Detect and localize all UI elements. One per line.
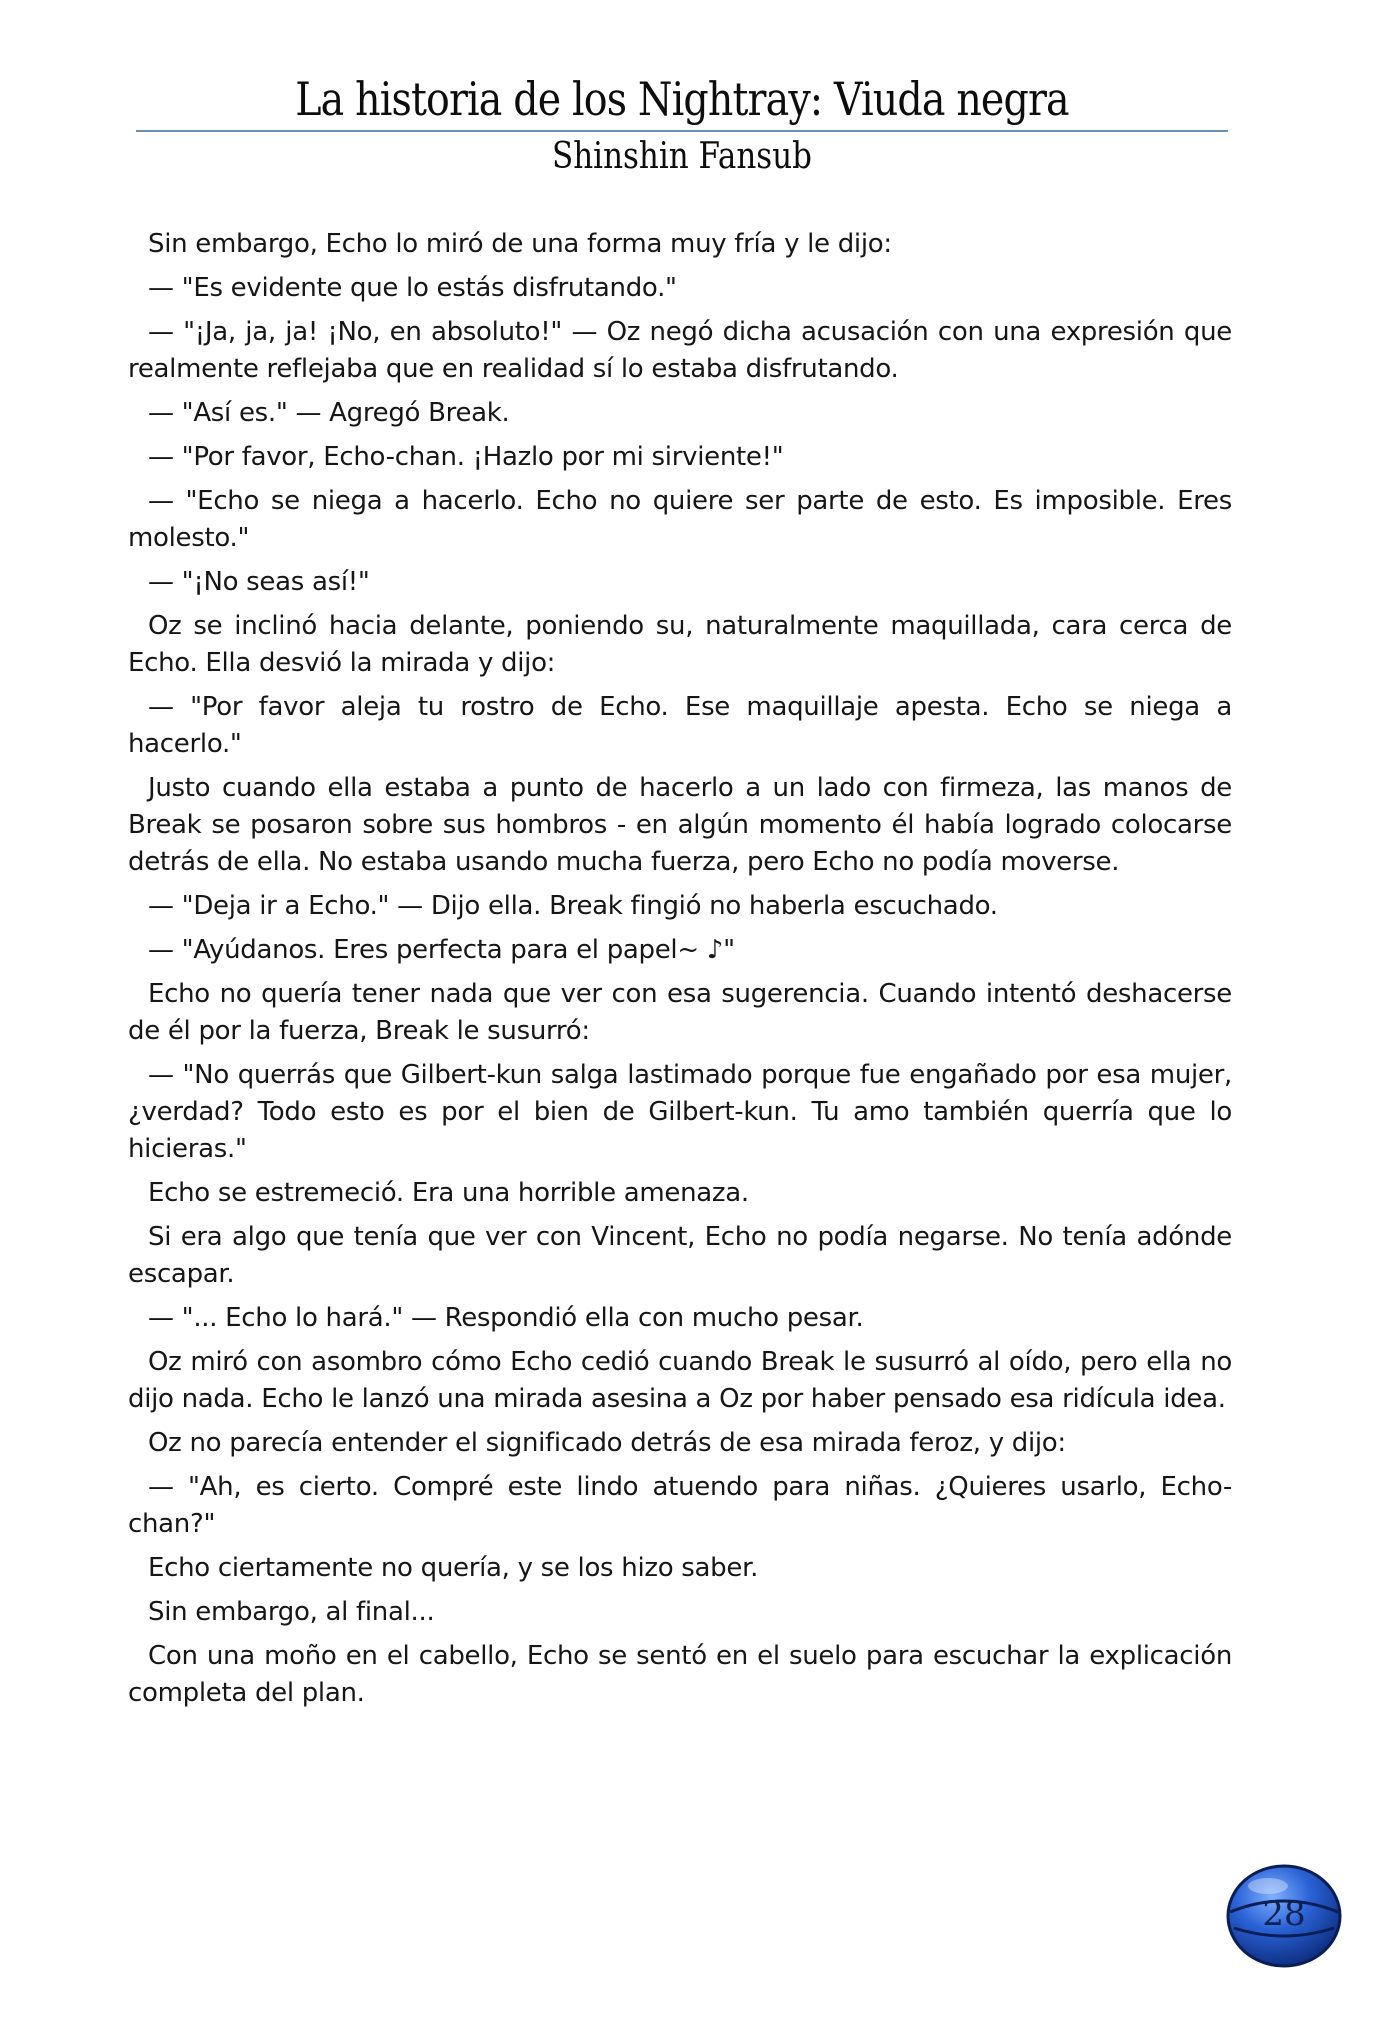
paragraph: Oz no parecía entender el significado detrás de esa mirada feroz, y dijo: <box>148 1428 1066 1458</box>
paragraph: — "¡No seas así!" <box>148 567 370 597</box>
paragraph: Con una moño en el cabello, Echo se sentó en el suelo para escuchar la explicación completa del plan. <box>128 1641 1232 1708</box>
paragraph: — "No querrás que Gilbert-kun salga lastimado porque fue engañado por esa mujer, ¿verdad? Todo esto es por el bien de Gilbert-kun. Tu amo también querría que lo hicieras." <box>128 1060 1232 1164</box>
paragraph: — "Por favor, Echo-chan. ¡Hazlo por mi sirviente!" <box>148 442 784 472</box>
paragraph: Sin embargo, Echo lo miró de una forma muy fría y le dijo: <box>148 229 892 259</box>
paragraph: Echo ciertamente no quería, y se los hizo saber. <box>148 1553 759 1583</box>
paragraph: Oz miró con asombro cómo Echo cedió cuando Break le susurró al oído, pero ella no dijo nada. Echo le lanzó una mirada asesina a Oz por haber pensado esa ridícula idea. <box>128 1347 1232 1414</box>
page-header <box>136 70 1228 182</box>
paragraph: — "Es evidente que lo estás disfrutando." <box>148 273 677 303</box>
paragraph: Echo no quería tener nada que ver con esa sugerencia. Cuando intentó deshacerse de él por la fuerza, Break le susurró: <box>128 979 1232 1046</box>
paragraph: — "... Echo lo hará." — Respondió ella con mucho pesar. <box>148 1303 864 1333</box>
paragraph: Echo se estremeció. Era una horrible amenaza. <box>148 1178 749 1208</box>
paragraph: Justo cuando ella estaba a punto de hacerlo a un lado con firmeza, las manos de Break se posaron sobre sus hombros - en algún momento él había logrado colocarse detrás de ella. No estaba usando mucha fuerza, pero Echo no podía moverse. <box>128 773 1232 877</box>
page-number-badge <box>1224 1860 1344 1970</box>
paragraph: Si era algo que tenía que ver con Vincent, Echo no podía negarse. No tenía adónde escapar. <box>128 1222 1232 1289</box>
paragraph: — "Así es." — Agregó Break. <box>148 398 510 428</box>
paragraph: — "Ayúdanos. Eres perfecta para el papel~ ♪" <box>148 935 735 965</box>
paragraph: — "Echo se niega a hacerlo. Echo no quiere ser parte de esto. Es imposible. Eres molesto." <box>128 486 1232 553</box>
paragraph: — "Por favor aleja tu rostro de Echo. Ese maquillaje apesta. Echo se niega a hacerlo." <box>128 692 1232 759</box>
paragraph: Sin embargo, al final... <box>148 1597 435 1627</box>
paragraph: — "Ah, es cierto. Compré este lindo atuendo para niñas. ¿Quieres usarlo, Echo-chan?" <box>128 1472 1232 1539</box>
page-number: 28 <box>1262 1894 1306 1934</box>
story-text <box>128 226 1232 1719</box>
paragraph: Oz se inclinó hacia delante, poniendo su, naturalmente maquillada, cara cerca de Echo. Ella desvió la mirada y dijo: <box>128 611 1232 678</box>
page-title: La historia de los Nightray: Viuda negra <box>295 72 1069 126</box>
page-subtitle: Shinshin Fansub <box>552 136 812 177</box>
paragraph: — "Deja ir a Echo." — Dijo ella. Break fingió no haberla escuchado. <box>148 891 998 921</box>
paragraph: — "¡Ja, ja, ja! ¡No, en absoluto!" — Oz negó dicha acusación con una expresión que realmente reflejaba que en realidad sí lo estaba disfrutando. <box>128 317 1232 384</box>
